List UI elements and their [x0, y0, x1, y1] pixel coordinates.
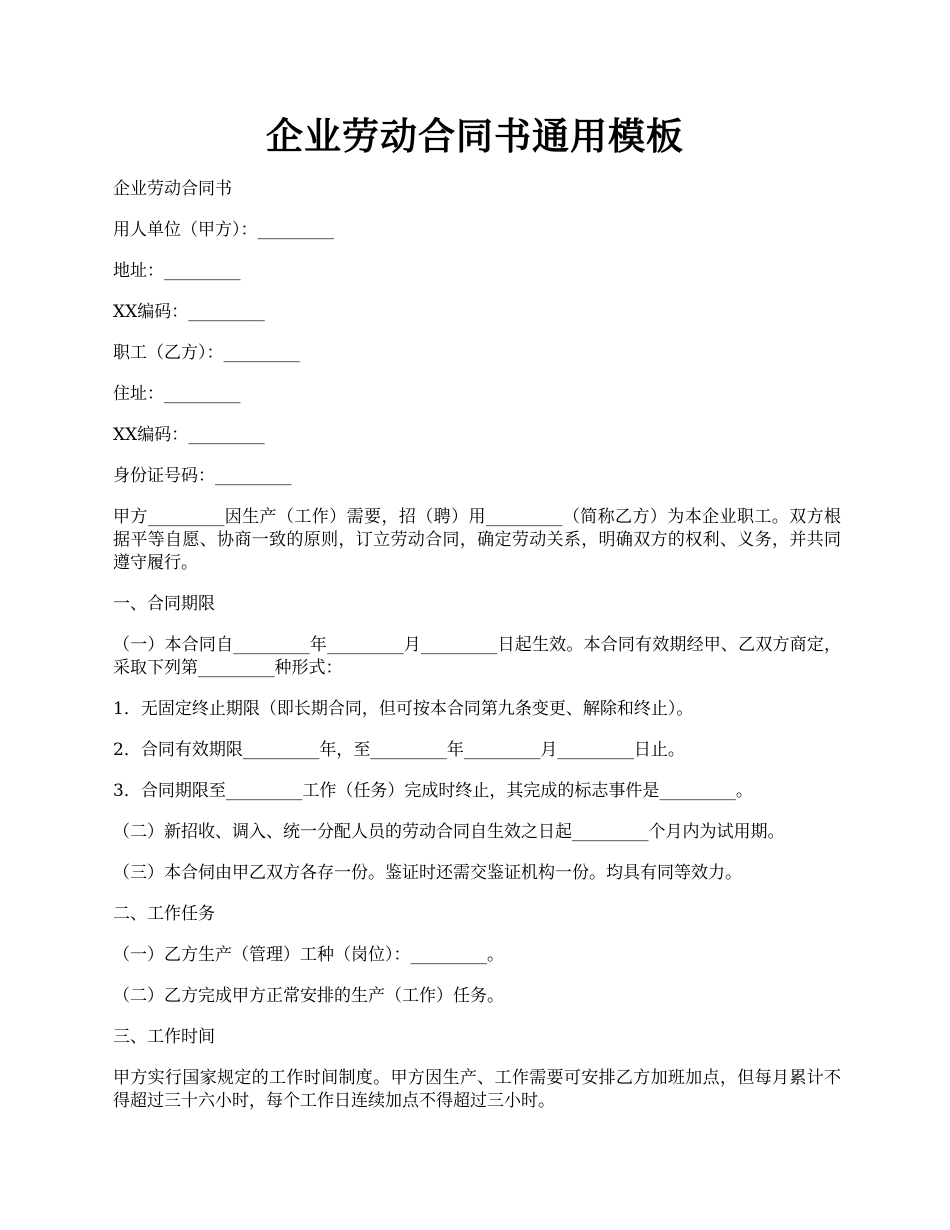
paragraph-hours: 甲方实行国家规定的工作时间制度。甲方因生产、工作需要可安排乙方加班加点，但每月累计不得超过三十六小时，每个工作日连续加点不得超过三小时。 — [113, 1068, 841, 1111]
paragraph-employer: 用人单位（甲方）：_________ — [113, 220, 334, 240]
section-heading-tasks: 二、工作任务 — [113, 904, 215, 924]
section-heading-hours: 三、工作时间 — [113, 1027, 215, 1047]
paragraph-intro: 甲方_________因生产（工作）需要，招（聘）用_________（简称乙方）为本企业职工。双方根据平等自愿、协商一致的原则，订立劳动合同，确定劳动关系，明确双方的权利、义务，并共同遵守履行。 — [113, 507, 841, 573]
document-title: 企业劳动合同书通用模板 — [266, 114, 684, 158]
document-body — [113, 178, 841, 1131]
paragraph-employer-code: XX编码：_________ — [113, 302, 265, 322]
paragraph-term-option-2: 2．合同有效期限_________年，至_________年_________月_________日止。 — [113, 740, 685, 760]
section-heading-term: 一、合同期限 — [113, 594, 215, 614]
paragraph-tasks-2: （二）乙方完成甲方正常安排的生产（工作）任务。 — [113, 986, 504, 1006]
paragraph-term-option-1: 1．无固定终止期限（即长期合同，但可按本合同第九条变更、解除和终止）。 — [113, 699, 694, 719]
paragraph-term-3: （三）本合伺由甲乙双方各存一份。鉴证时还需交鉴证机构一份。均具有同等效力。 — [113, 863, 742, 883]
paragraph-employer-address: 地址：_________ — [113, 261, 241, 281]
paragraph-term-2: （二）新招收、调入、统一分配人员的劳动合同自生效之日起_________个月内为试用期。 — [113, 822, 785, 842]
paragraph-tasks-1: （一）乙方生产（管理）工种（岗位）：_________。 — [113, 945, 504, 965]
paragraph-term-option-3: 3．合同期限至_________工作（任务）完成时终止，其完成的标志事件是_________。 — [113, 781, 753, 801]
paragraph-subtitle: 企业劳动合同书 — [113, 179, 232, 199]
paragraph-id-number: 身份证号码：_________ — [113, 466, 292, 486]
paragraph-employee: 职工（乙方）：_________ — [113, 343, 300, 363]
paragraph-term-1: （一）本合同自_________年_________月_________日起生效。本合同有效期经甲、乙双方商定，采取下列第_________种形式： — [113, 635, 841, 678]
paragraph-employee-address: 住址：_________ — [113, 384, 241, 404]
paragraph-employee-code: XX编码：_________ — [113, 425, 265, 445]
